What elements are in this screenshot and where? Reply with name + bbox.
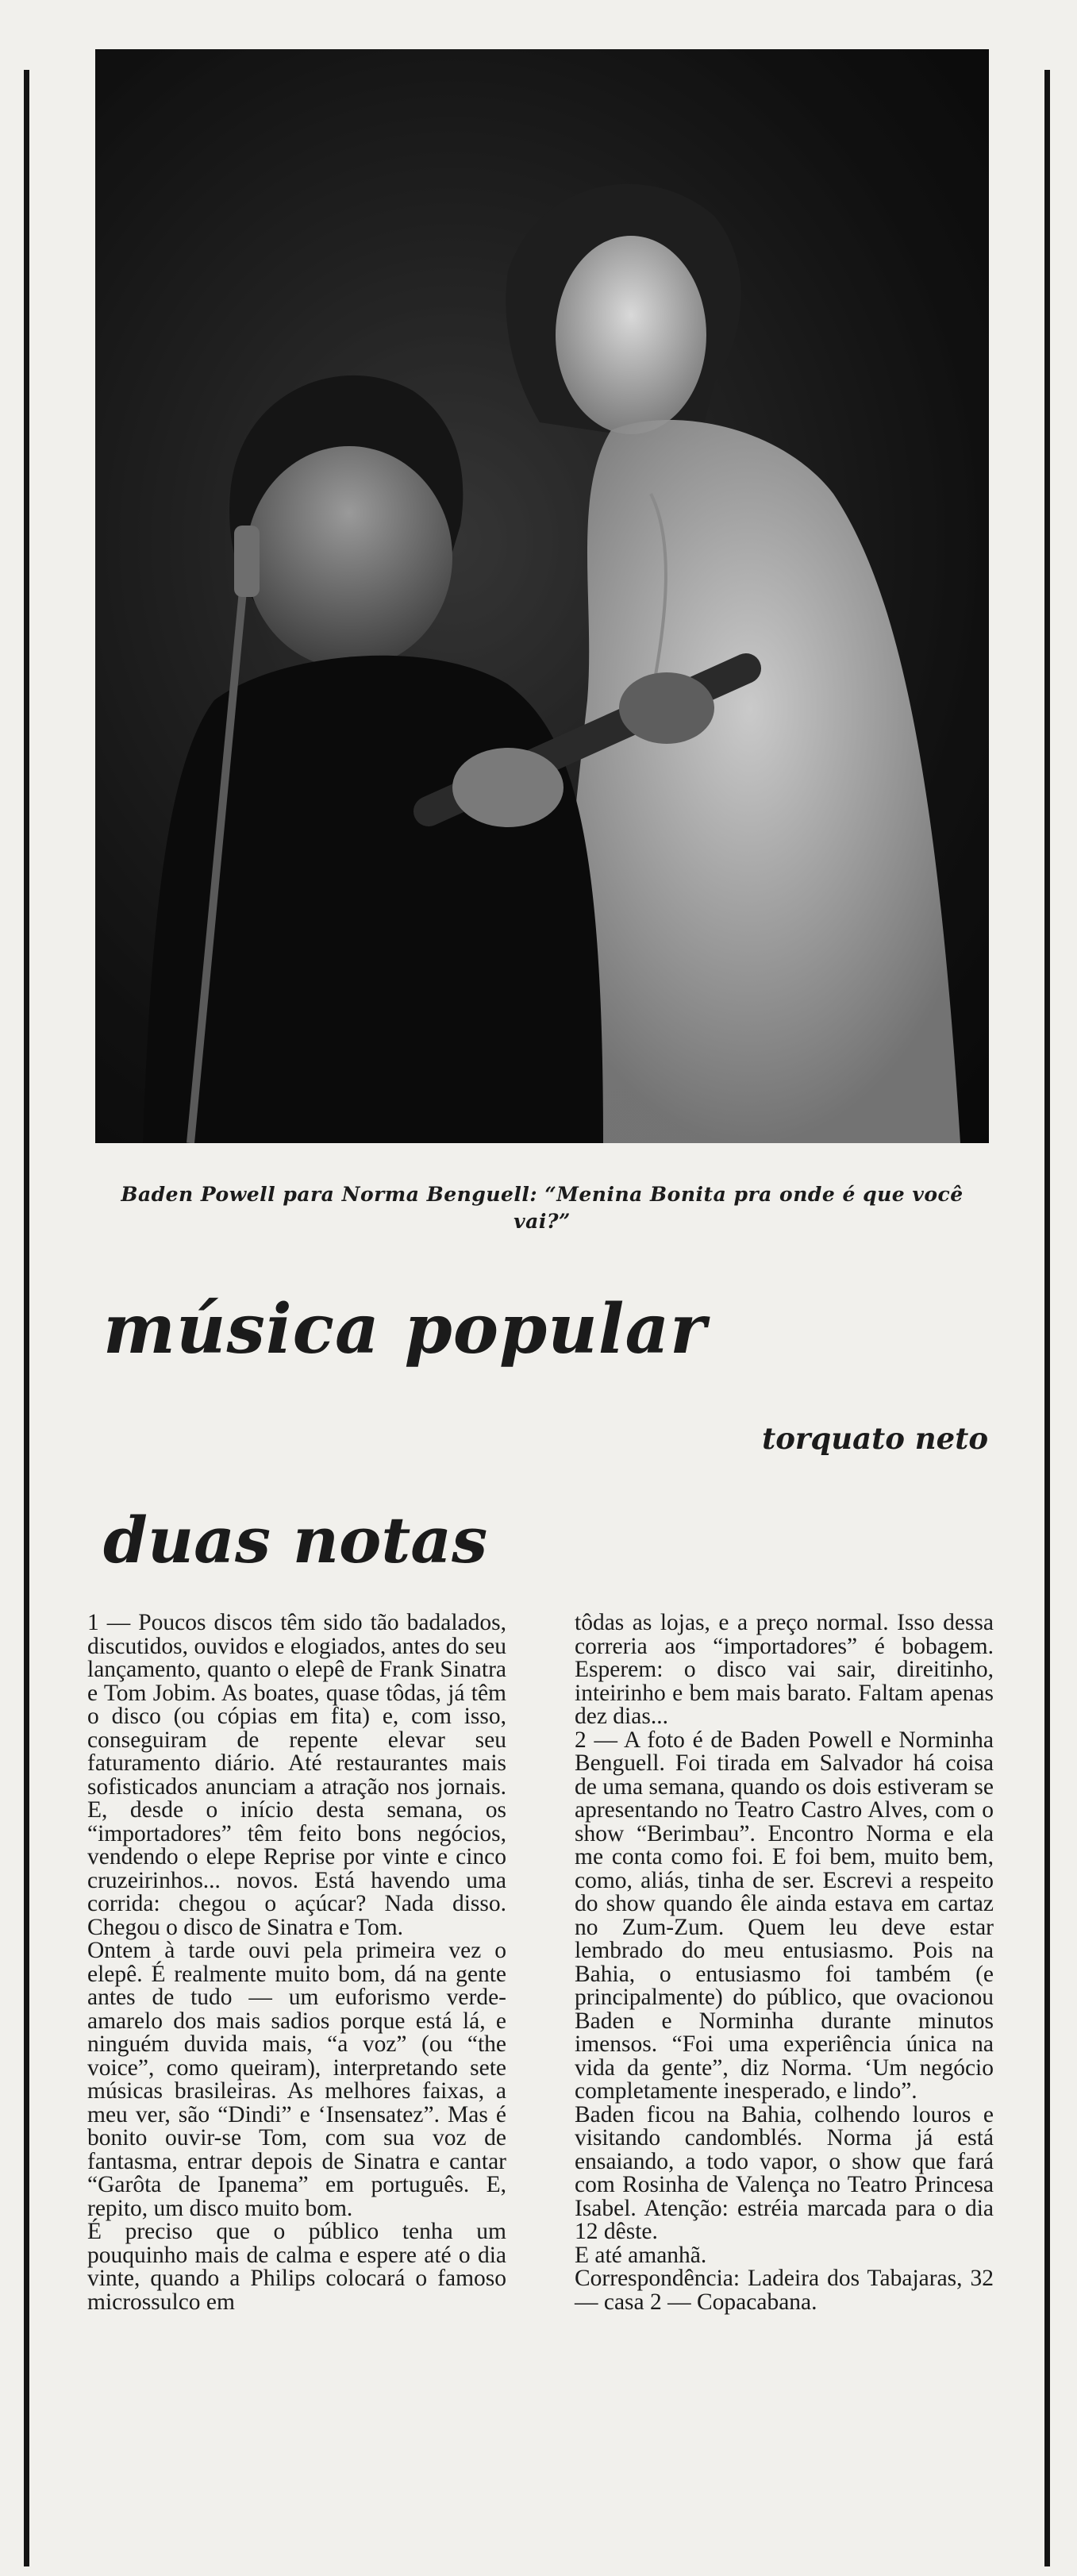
photo-caption: Baden Powell para Norma Benguell: “Menina Bonita pra onde é que você vai?” [121,1183,964,1233]
headline: duas notas [103,1503,488,1577]
paragraph: É preciso que o público tenha um pouquinho mais de calma e espere até o dia vinte, quando a Philips colocará o famoso microssulco em [87,2219,506,2315]
paragraph: tôdas as lojas, e a preço normal. Isso dessa correria aos “importadores” é bobagem. Esperem: o disco vai sair, direitinho, inteirinho e bem mais barato. Faltam apenas dez dias... [575,1610,994,1729]
paragraph: 2 — A foto é de Baden Powell e Norminha Benguell. Foi tirada em Salvador há coisa de uma semana, quando os dois estiveram se apresentando no Teatro Castro Alves, com o show “Berimbau”. Encontro Norma e ela me conta como foi. E foi bem, muito bem, como, aliás, tinha de ser. Escrevi a respeito do show quando êle ainda estava em cartaz no Zum-Zum. Quem leu deve estar lembrado do meu entusiasmo. Pois na Bahia, o entusiasmo foi também (e principalmente) do público, que ovacionou Baden e Norminha durante minutos imensos. “Foi uma experiência única na vida da gente”, diz Norma. ‘Um negócio completamente inesperado, e lindo”. [575,1727,994,2104]
paragraph: Baden ficou na Bahia, colhendo louros e visitando candomblés. Norma já está ensaiando, a todo vapor, o show que fará com Rosinha de Valença no Teatro Princesa Isabel. Atenção: estréia marcada para o dia 12 dêste. [575,2101,994,2244]
paragraph: 1 — Poucos discos têm sido tão badalados, discutidos, ouvidos e elogiados, antes do seu lançamento, quanto o elepê de Frank Sinatra e Tom Jobim. As boates, quase tôdas, já têm o disco (ou cópias em fita) e, com isso, conseguiram de repente elevar seu faturamento diário. Até restaurantes mais sofisticados anunciam a atração nos jornais. E, desde o início desta semana, os “importadores” têm feito bons negócios, vendendo o elepe Reprise por vinte e cinco cruzeirinhos... novos. Está havendo uma corrida: chegou o açúcar? Nada disso. Chegou o disco de Sinatra e Tom. [87,1610,506,1940]
column-rule-left [24,70,29,2566]
paragraph: E até amanhã. [575,2242,707,2268]
article-column-left [87,1611,506,2314]
paragraph: Ontem à tarde ouvi pela primeira vez o elepê. É realmente muito bom, dá na gente antes de tudo — um euforismo verde-amarelo dos mais sadios porque está lá, e ninguém duvida mais, “a voz” (ou “the voice”, como queiram), interpretando sete músicas brasileiras. As melhores faixas, a meu ver, são “Dindi” e ‘Insensatez”. Mas é bonito ouvir-se Tom, com sua voz de fantasma, entrar depois de Sinatra e cantar “Garôta de Ipanema” em português. E, repito, um disco muito bom. [87,1938,506,2221]
section-title: música popular [103,1289,707,1369]
paragraph: Correspondência: Ladeira dos Tabajaras, 32 — casa 2 — Copacabana. [575,2266,994,2315]
article-column-right [575,1611,994,2314]
byline: torquato neto [762,1421,988,1456]
column-rule-right [1044,70,1050,2566]
photo-baden-powell-norma-benguell [95,49,989,1143]
